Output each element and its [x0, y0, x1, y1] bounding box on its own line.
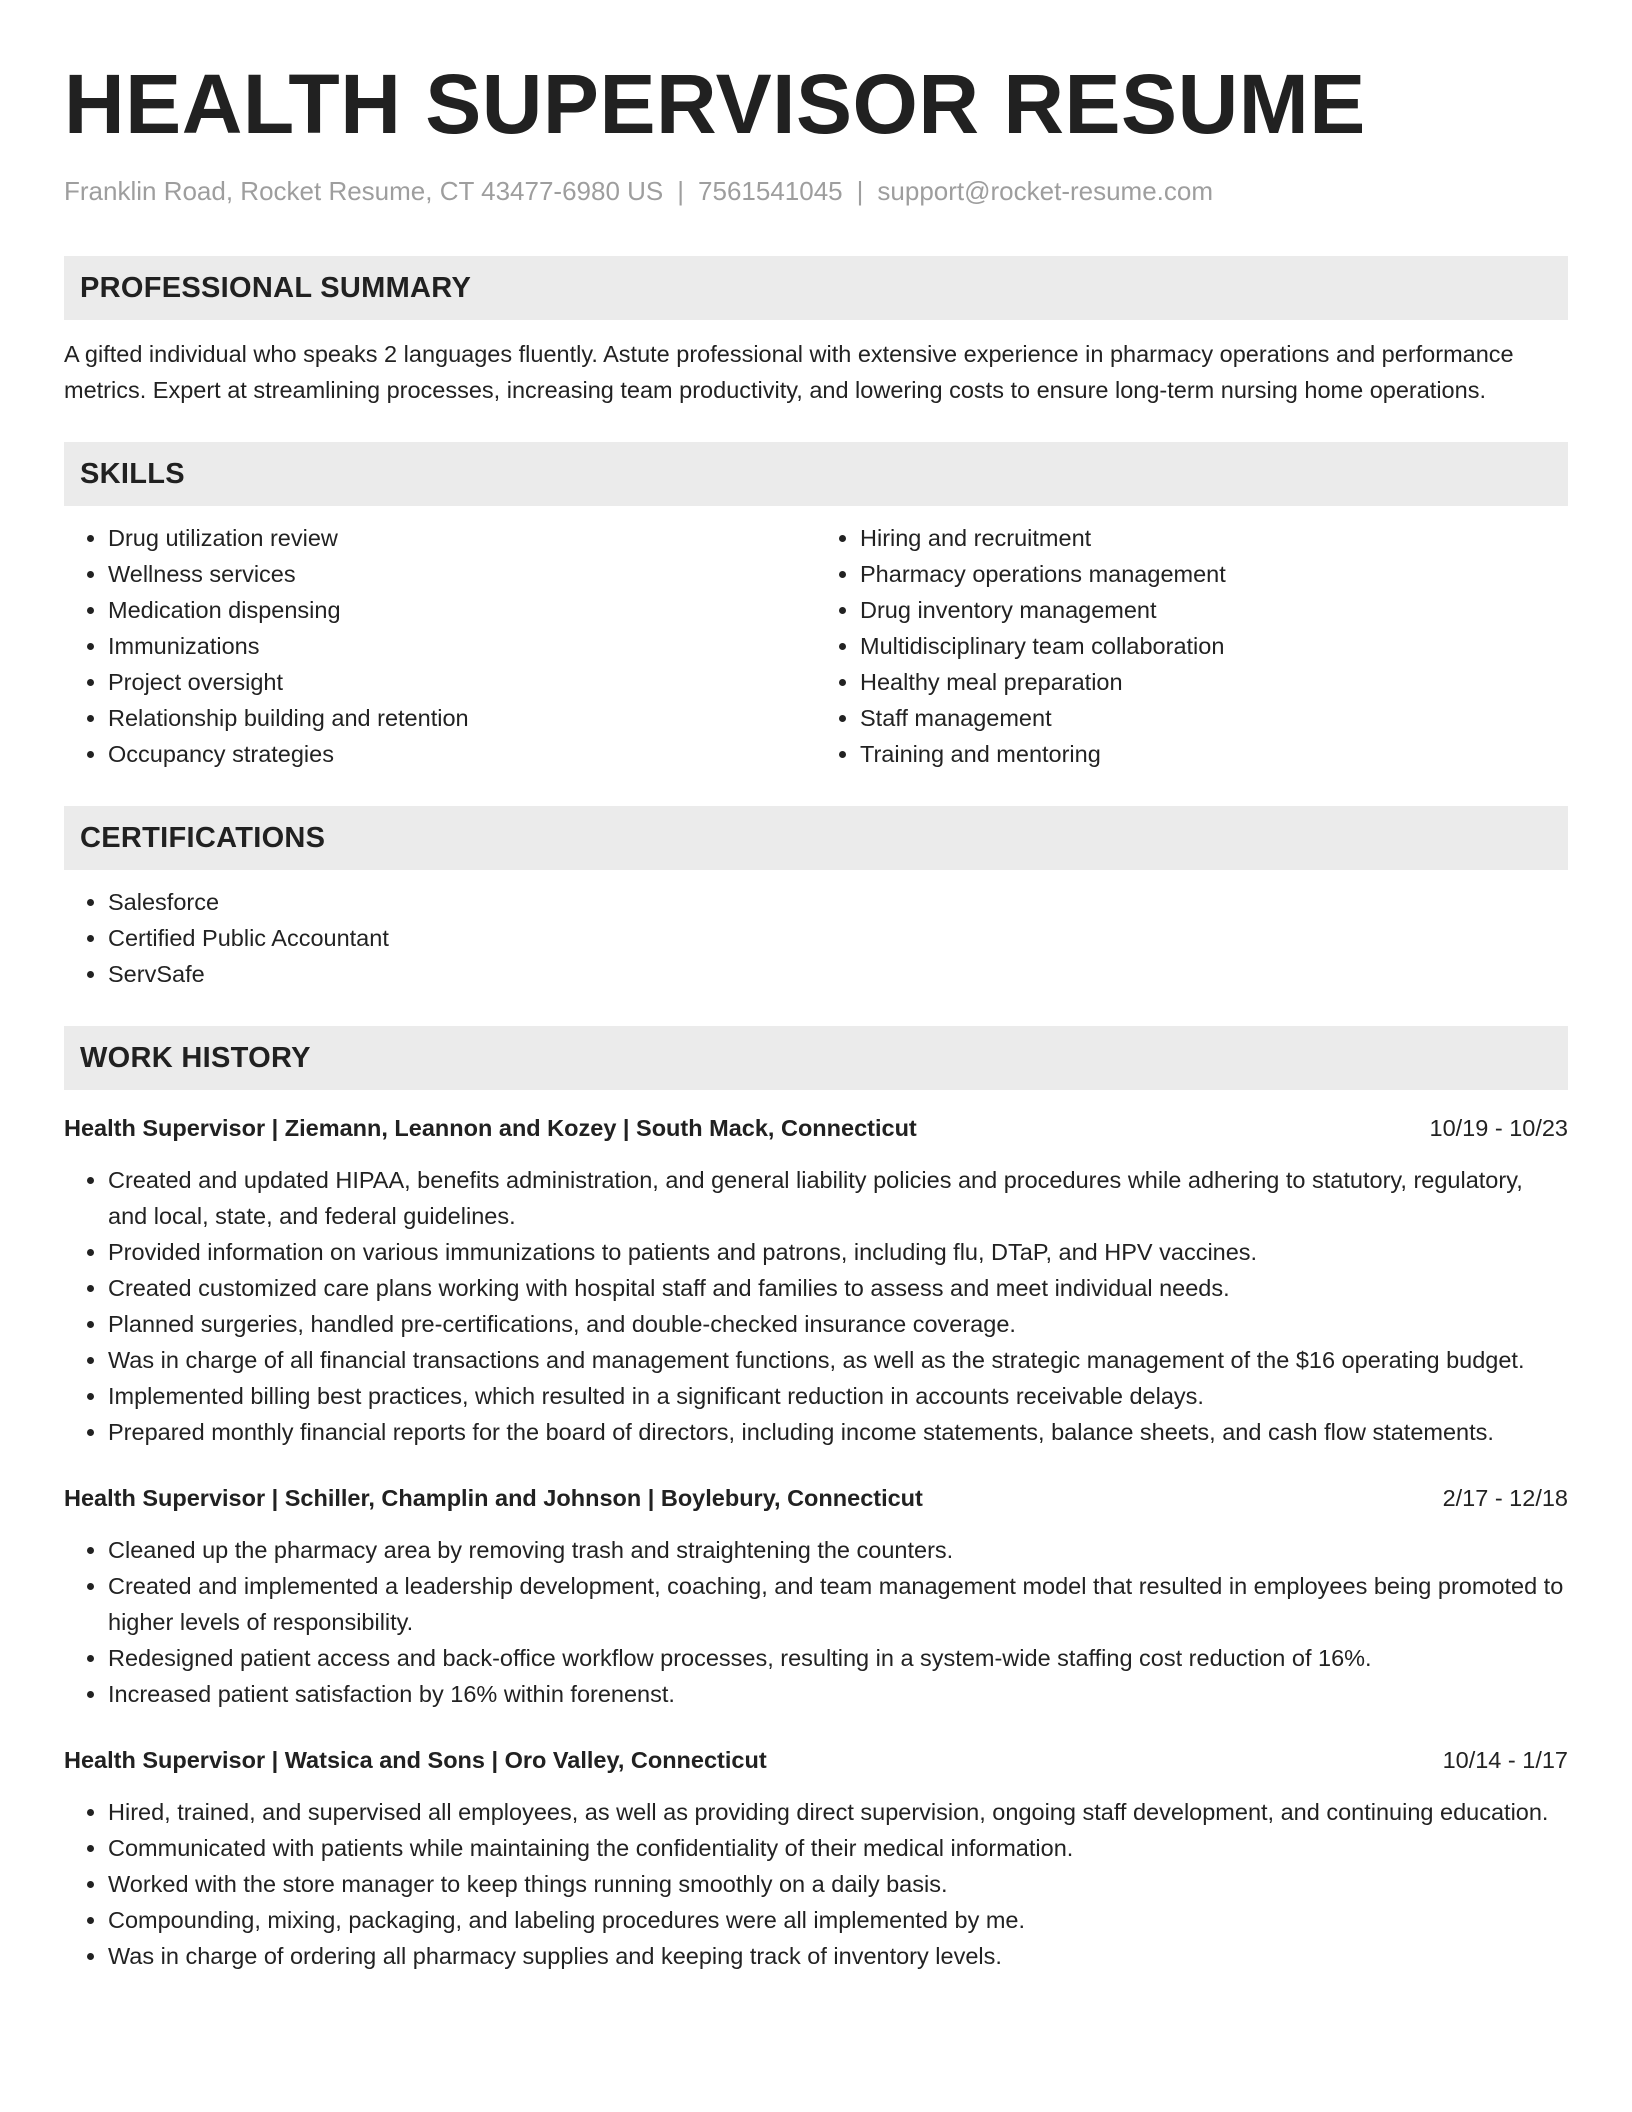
job-bullet: • Worked with the store manager to keep things running smoothly on a daily basis.	[108, 1866, 1568, 1902]
certification-item: • ServSafe	[108, 956, 1568, 992]
job-entry	[64, 1742, 1568, 1974]
skills-heading: SKILLS	[80, 457, 185, 490]
skill-item: • Drug inventory management	[860, 592, 1568, 628]
skills-grid	[64, 520, 1568, 772]
job-bullet: • Compounding, mixing, packaging, and labeling procedures were all implemented by me.	[108, 1902, 1568, 1938]
job-bullet: • Was in charge of ordering all pharmacy supplies and keeping track of inventory levels.	[108, 1938, 1568, 1974]
work-history-section-header	[64, 1026, 1568, 1090]
job-bullet: • Implemented billing best practices, which resulted in a significant reduction in accounts receivable delays.	[108, 1378, 1568, 1414]
contact-line	[64, 174, 1568, 208]
job-bullets	[64, 1532, 1568, 1712]
job-entry	[64, 1110, 1568, 1450]
job-bullets	[64, 1162, 1568, 1450]
job-bullet: • Communicated with patients while maintaining the confidentiality of their medical information.	[108, 1830, 1568, 1866]
job-title: Health Supervisor | Schiller, Champlin and Johnson | Boylebury, Connecticut	[64, 1485, 923, 1511]
resume-page	[64, 56, 1568, 1974]
job-dates: 2/17 - 12/18	[1442, 1485, 1568, 1511]
certifications-section-header	[64, 806, 1568, 870]
work-history-heading: WORK HISTORY	[80, 1041, 311, 1074]
skill-item: • Staff management	[860, 700, 1568, 736]
skill-item: • Wellness services	[108, 556, 816, 592]
job-bullet: • Hired, trained, and supervised all employees, as well as providing direct supervision, ongoing staff development, and continuing education.	[108, 1794, 1568, 1830]
skill-item: • Drug utilization review	[108, 520, 816, 556]
skill-item: • Hiring and recruitment	[860, 520, 1568, 556]
skill-item: • Occupancy strategies	[108, 736, 816, 772]
skill-item: • Healthy meal preparation	[860, 664, 1568, 700]
job-bullet: • Cleaned up the pharmacy area by removing trash and straightening the counters.	[108, 1532, 1568, 1568]
job-bullet: • Prepared monthly financial reports for the board of directors, including income statements, balance sheets, and cash flow statements.	[108, 1414, 1568, 1450]
certifications-list	[64, 884, 1568, 992]
certification-item: • Certified Public Accountant	[108, 920, 1568, 956]
skill-item: • Project oversight	[108, 664, 816, 700]
skill-item: • Multidisciplinary team collaboration	[860, 628, 1568, 664]
job-title: Health Supervisor | Watsica and Sons | Oro Valley, Connecticut	[64, 1747, 767, 1773]
job-bullet: • Provided information on various immunizations to patients and patrons, including flu, DTaP, and HPV vaccines.	[108, 1234, 1568, 1270]
contact-separator: |	[856, 176, 864, 206]
job-header	[64, 1110, 1568, 1146]
skills-section-header	[64, 442, 1568, 506]
skill-item: • Medication dispensing	[108, 592, 816, 628]
job-bullet: • Redesigned patient access and back-office workflow processes, resulting in a system-wide staffing cost reduction of 16%.	[108, 1640, 1568, 1676]
job-title: Health Supervisor | Ziemann, Leannon and Kozey | South Mack, Connecticut	[64, 1115, 917, 1141]
skills-list-left	[64, 520, 816, 772]
job-header	[64, 1742, 1568, 1778]
certification-item: • Salesforce	[108, 884, 1568, 920]
job-bullets	[64, 1794, 1568, 1974]
job-bullet: • Increased patient satisfaction by 16% within forenenst.	[108, 1676, 1568, 1712]
contact-email: support@rocket-resume.com	[877, 176, 1214, 206]
resume-title: HEALTH SUPERVISOR RESUME	[64, 57, 1366, 151]
skill-item: • Immunizations	[108, 628, 816, 664]
job-bullet: • Created and updated HIPAA, benefits administration, and general liability policies and procedures while adhering to statutory, regulatory, and local, state, and federal guidelines.	[108, 1162, 1568, 1234]
skill-item: • Training and mentoring	[860, 736, 1568, 772]
skill-item: • Pharmacy operations management	[860, 556, 1568, 592]
summary-section-header	[64, 256, 1568, 320]
skills-list-right	[816, 520, 1568, 772]
contact-phone: 7561541045	[698, 176, 843, 206]
job-dates: 10/19 - 10/23	[1429, 1115, 1568, 1141]
job-entry	[64, 1480, 1568, 1712]
job-bullet: • Was in charge of all financial transactions and management functions, as well as the strategic management of the $16 operating budget.	[108, 1342, 1568, 1378]
job-header	[64, 1480, 1568, 1516]
job-bullet: • Created and implemented a leadership development, coaching, and team management model that resulted in employees being promoted to higher levels of responsibility.	[108, 1568, 1568, 1640]
certifications-heading: CERTIFICATIONS	[80, 821, 326, 854]
summary-text: A gifted individual who speaks 2 languages fluently. Astute professional with extensive experience in pharmacy operations and performance metrics. Expert at streamlining processes, increasing team productivity, and lowering costs to ensure long-term nursing home operations.	[64, 341, 1514, 403]
skill-item: • Relationship building and retention	[108, 700, 816, 736]
job-dates: 10/14 - 1/17	[1442, 1747, 1568, 1773]
contact-address: Franklin Road, Rocket Resume, CT 43477-6980 US	[64, 176, 664, 206]
contact-separator: |	[677, 176, 685, 206]
summary-heading: PROFESSIONAL SUMMARY	[80, 271, 472, 304]
job-bullet: • Planned surgeries, handled pre-certifications, and double-checked insurance coverage.	[108, 1306, 1568, 1342]
job-bullet: • Created customized care plans working with hospital staff and families to assess and meet individual needs.	[108, 1270, 1568, 1306]
